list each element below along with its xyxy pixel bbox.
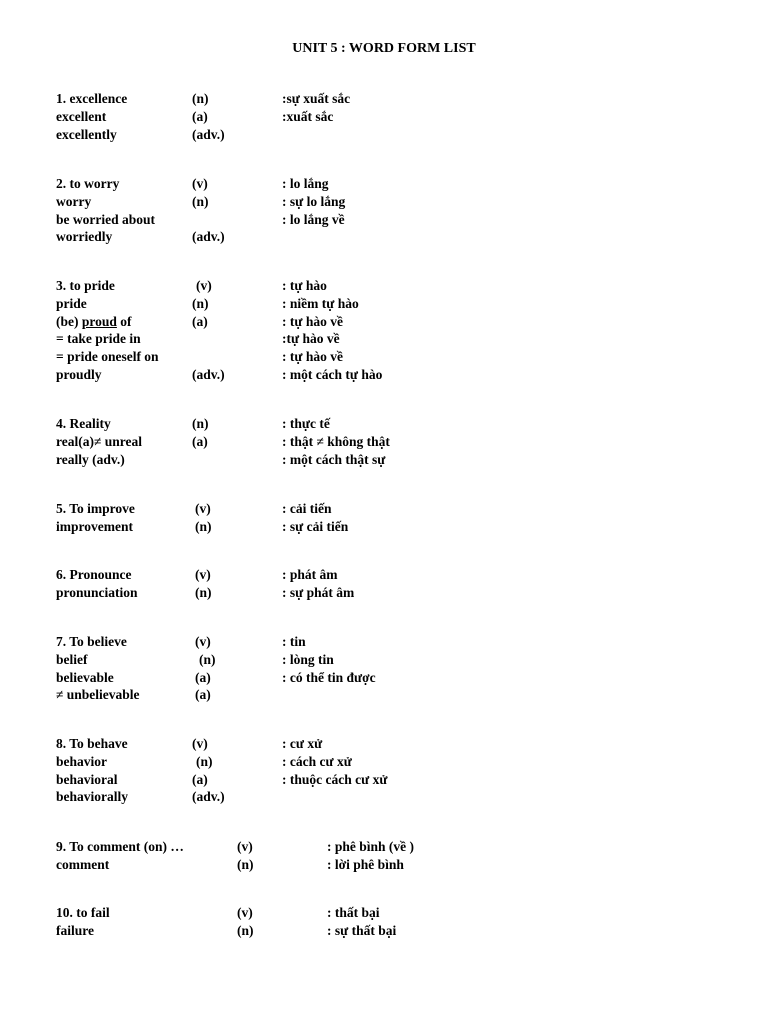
word-text: 3. to pride <box>56 278 115 293</box>
word-row <box>0 771 768 789</box>
word-prefix: (be) <box>56 313 82 329</box>
part-of-speech: (v) <box>196 278 212 293</box>
word-row <box>0 651 768 669</box>
word-text: belief <box>56 651 88 667</box>
meaning: : cách cư xử <box>282 753 352 769</box>
word-text: failure <box>56 922 94 938</box>
word-row <box>0 753 768 771</box>
word-text: be worried about <box>56 211 155 227</box>
word-row <box>0 366 768 384</box>
word-text: = take pride in <box>56 331 141 347</box>
word-row <box>0 211 768 229</box>
word-text: 6. Pronounce <box>56 567 132 582</box>
meaning: :sự xuất sắc <box>282 91 351 106</box>
word-text: comment <box>56 856 110 872</box>
word-text: excellent <box>56 108 107 124</box>
part-of-speech: (n) <box>237 856 254 872</box>
word-row <box>0 735 768 753</box>
word-text: 2. to worry <box>56 176 120 191</box>
word-row <box>0 90 768 108</box>
part-of-speech: (n) <box>192 416 209 431</box>
word-text: behavioral <box>56 771 118 787</box>
word-row <box>0 633 768 651</box>
part-of-speech: (a) <box>192 433 208 449</box>
part-of-speech: (adv.) <box>192 789 225 805</box>
meaning: : tự hào về <box>282 313 343 329</box>
meaning: : tự hào về <box>282 349 343 365</box>
meaning: : niềm tự hào <box>282 295 359 311</box>
meaning: : có thể tin được <box>282 669 376 685</box>
meaning: : sự thất bại <box>327 922 397 938</box>
part-of-speech: (v) <box>195 501 211 516</box>
part-of-speech: (a) <box>192 771 208 787</box>
meaning: : sự lo lắng <box>282 193 346 209</box>
part-of-speech: (a) <box>192 108 208 124</box>
word-text: real(a)≠ unreal <box>56 433 143 449</box>
part-of-speech: (a) <box>192 313 208 329</box>
word-text: worriedly <box>56 229 113 245</box>
word-row <box>0 451 768 469</box>
meaning: : tin <box>282 634 306 649</box>
part-of-speech: (n) <box>192 91 209 106</box>
word-text: ≠ unbelievable <box>56 687 140 703</box>
word-row <box>0 277 768 295</box>
word-text: 9. To comment (on) … <box>56 839 184 854</box>
word-text: believable <box>56 669 114 685</box>
word-row <box>0 228 768 246</box>
part-of-speech: (n) <box>196 753 213 769</box>
word-row <box>0 584 768 602</box>
part-of-speech: (n) <box>195 518 212 534</box>
word-text <box>56 313 132 331</box>
meaning: : lo lắng về <box>282 211 345 227</box>
meaning: : tự hào <box>282 278 327 293</box>
word-text: = pride oneself on <box>56 349 159 365</box>
part-of-speech: (n) <box>192 193 209 209</box>
meaning: : lòng tin <box>282 651 334 667</box>
word-row <box>0 330 768 348</box>
meaning: : cư xử <box>282 736 323 751</box>
part-of-speech: (v) <box>192 176 208 191</box>
word-row <box>0 193 768 211</box>
meaning: : thuộc cách cư xử <box>282 771 388 787</box>
word-row <box>0 313 768 331</box>
part-of-speech: (n) <box>199 651 216 667</box>
word-row <box>0 904 768 922</box>
word-text: 1. excellence <box>56 91 128 106</box>
part-of-speech: (v) <box>192 736 208 751</box>
meaning: : một cách tự hào <box>282 367 383 382</box>
word-text: really (adv.) <box>56 451 125 467</box>
part-of-speech: (v) <box>237 839 253 854</box>
meaning: : lo lắng <box>282 176 329 191</box>
meaning: : phát âm <box>282 567 338 582</box>
part-of-speech: (n) <box>192 295 209 311</box>
meaning: : sự phát âm <box>282 584 355 600</box>
part-of-speech: (v) <box>195 634 211 649</box>
word-text: 4. Reality <box>56 416 111 431</box>
word-row <box>0 838 768 856</box>
word-row <box>0 566 768 584</box>
word-text: behavior <box>56 753 108 769</box>
word-text: 10. to fail <box>56 905 110 920</box>
word-underlined: proud <box>81 313 117 329</box>
word-text: pride <box>56 295 87 311</box>
meaning: : lời phê bình <box>327 856 404 872</box>
part-of-speech: (adv.) <box>192 126 225 142</box>
word-text: 8. To behave <box>56 736 128 751</box>
word-row <box>0 175 768 193</box>
word-row <box>0 500 768 518</box>
word-row <box>0 348 768 366</box>
word-text: pronunciation <box>56 584 138 600</box>
word-text: proudly <box>56 367 102 382</box>
word-row <box>0 856 768 874</box>
word-row <box>0 415 768 433</box>
meaning: : sự cải tiến <box>282 518 349 534</box>
part-of-speech: (v) <box>237 905 253 920</box>
word-row <box>0 433 768 451</box>
word-row <box>0 295 768 313</box>
word-row <box>0 108 768 126</box>
meaning: : thất bại <box>327 905 380 920</box>
word-suffix: of <box>116 313 132 329</box>
meaning: : phê bình (về ) <box>327 839 415 854</box>
word-row <box>0 788 768 806</box>
word-text: 5. To improve <box>56 501 135 516</box>
meaning: :tự hào về <box>282 331 340 347</box>
part-of-speech: (n) <box>195 584 212 600</box>
part-of-speech: (adv.) <box>192 229 225 245</box>
meaning: : một cách thật sự <box>282 451 386 467</box>
word-row <box>0 669 768 687</box>
word-row <box>0 686 768 704</box>
part-of-speech: (a) <box>195 669 211 685</box>
meaning: :xuất sắc <box>282 108 334 124</box>
part-of-speech: (adv.) <box>192 367 225 382</box>
word-row <box>0 922 768 940</box>
part-of-speech: (n) <box>237 922 254 938</box>
word-row <box>0 126 768 144</box>
word-text: worry <box>56 193 92 209</box>
word-row <box>0 518 768 536</box>
page-title: UNIT 5 : WORD FORM LIST <box>292 41 476 56</box>
word-text: improvement <box>56 518 133 534</box>
meaning: : thật ≠ không thật <box>282 433 390 449</box>
word-text: excellently <box>56 126 117 142</box>
part-of-speech: (a) <box>195 687 211 703</box>
meaning: : cải tiến <box>282 501 332 516</box>
meaning: : thực tế <box>282 416 330 431</box>
word-text: behaviorally <box>56 789 129 805</box>
word-text: 7. To believe <box>56 634 127 649</box>
part-of-speech: (v) <box>195 567 211 582</box>
